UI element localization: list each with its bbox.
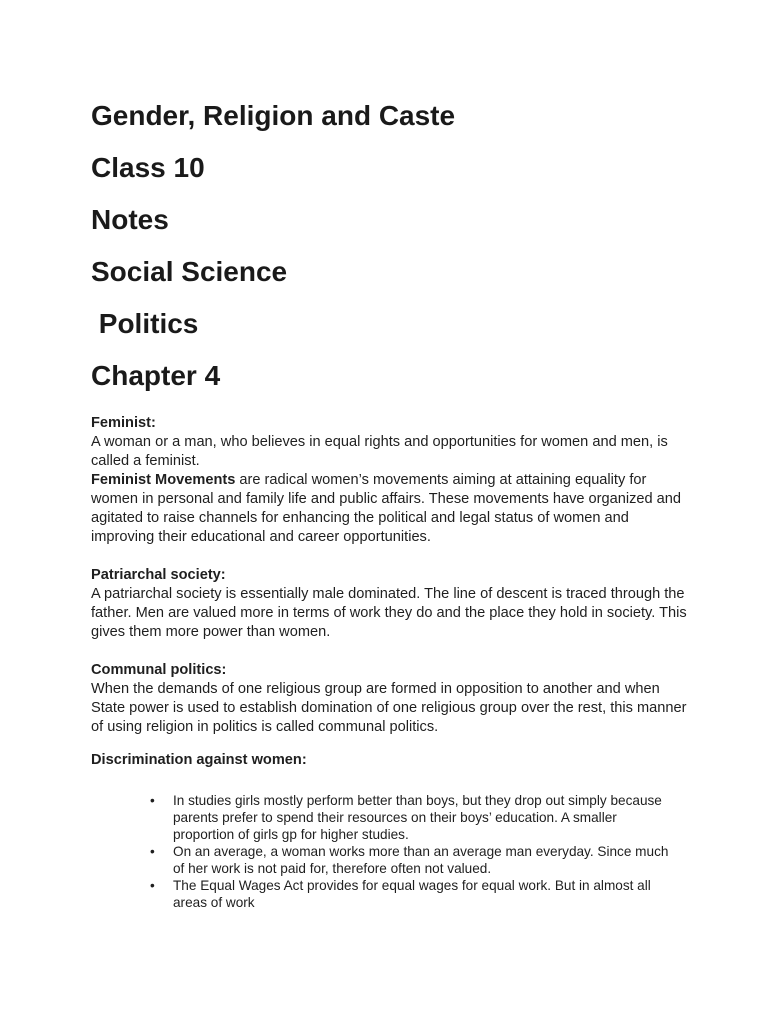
- communal-title: Communal politics:: [91, 662, 227, 678]
- feminist-definition: A woman or a man, who believes in equal rights and opportunities for women and men, is called a feminist.: [91, 434, 668, 469]
- feminist-movements-paragraph: [91, 471, 691, 547]
- communal-section: [91, 661, 691, 737]
- list-item-text: On an average, a woman works more than an average man everyday. Since much of her work is not paid for, therefore often not valued.: [173, 844, 669, 876]
- patriarchal-title: Patriarchal society:: [91, 567, 226, 583]
- chapter-heading: Chapter 4: [91, 360, 221, 391]
- list-item-text: The Equal Wages Act provides for equal wages for equal work. But in almost all areas of work: [173, 878, 651, 910]
- feminist-title: Feminist:: [91, 415, 156, 431]
- notes-heading: Notes: [91, 204, 169, 235]
- discrimination-section: [91, 751, 691, 911]
- list-item: [150, 792, 678, 843]
- feminist-section: [91, 414, 691, 547]
- list-item-text: In studies girls mostly perform better than boys, but they drop out simply because parents prefer to spend their resources on their boys’ education. A smaller proportion of girls gp for higher studies.: [173, 793, 662, 842]
- feminist-movements-text: are radical women’s movements aiming at attaining equality for women in personal and family life and public affairs. These movements have organized and agitated to raise channels for enhancing the political and legal status of women and improving their educational and career opportunities.: [91, 472, 682, 545]
- list-item: [150, 877, 678, 911]
- bullet-icon: •: [150, 844, 155, 859]
- discrimination-list: [91, 792, 678, 911]
- communal-text: When the demands of one religious group are formed in opposition to another and when State power is used to establish domination of one religious group over the rest, this manner of using religion in politics is called communal politics.: [91, 681, 687, 735]
- class-heading: Class 10: [91, 152, 205, 183]
- title-block: [91, 90, 691, 402]
- patriarchal-text: A patriarchal society is essentially male dominated. The line of descent is traced through the father. Men are valued more in terms of work they do and the place they hold in society. This gives them more power than women.: [91, 586, 687, 640]
- document-title: Gender, Religion and Caste: [91, 100, 456, 131]
- patriarchal-section: [91, 566, 691, 642]
- politics-heading: Politics: [91, 308, 199, 339]
- document-page: [91, 90, 691, 911]
- bullet-icon: •: [150, 793, 155, 808]
- bullet-icon: •: [150, 878, 155, 893]
- feminist-movements-term: Feminist Movements: [91, 472, 236, 488]
- list-item: [150, 843, 678, 877]
- subject-heading: Social Science: [91, 256, 288, 287]
- discrimination-title: Discrimination against women:: [91, 752, 307, 768]
